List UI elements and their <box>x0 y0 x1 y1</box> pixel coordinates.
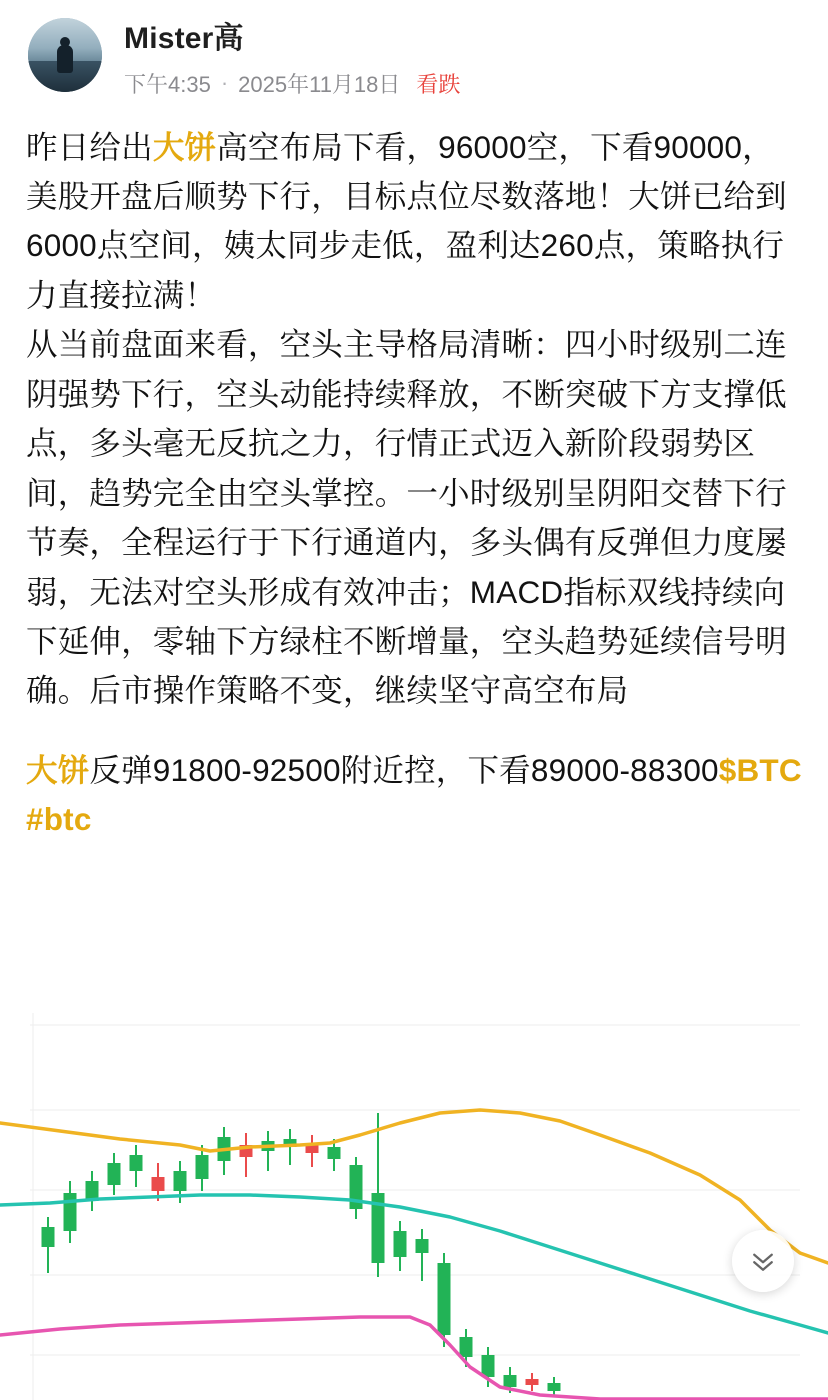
text-run-2-1: 从当前盘面来看，空头主导格局清晰：四小时级别二连阴强势下行，空头动能持续释放，不断突破下方支撑低点，多头毫无反抗之力，行情正式迈入新阶段弱势区间，趋势完全由空头掌控。一小时级别呈阴阳交替下行节奏，全程运行于下行通道内，多头偶有反弹但力度屡弱，无法对空头形成有效冲击；MACD指标双线持续向下延伸，零轴下方绿柱不断增量，空头趋势延续信号明确。后市操作策略不变，继续坚守高空布局 <box>26 326 787 709</box>
author-name[interactable]: Mister高 <box>124 22 244 55</box>
text-run-1-1: 昨日给出 <box>26 128 153 165</box>
candle-body <box>108 1163 121 1185</box>
post-content <box>0 109 828 845</box>
author-block <box>124 18 460 99</box>
paragraph-1 <box>26 123 802 321</box>
candle-body <box>42 1227 55 1247</box>
candlestick-chart <box>0 995 828 1400</box>
candle-body <box>394 1231 407 1257</box>
text-run-1-3: 高空布局下看，96000空，下看90000，美股开盘后顺势下行，目标点位尽数落地！大饼已给到6000点空间，姨太同步走低，盈利达260点，策略执行力直接拉满！ <box>26 128 787 313</box>
paragraph-spacer <box>26 716 802 746</box>
candle-body <box>130 1155 143 1171</box>
candle-body <box>174 1171 187 1191</box>
candle-body <box>152 1177 165 1191</box>
candle-body <box>482 1355 495 1377</box>
candle-body <box>460 1337 473 1357</box>
avatar[interactable] <box>28 18 102 92</box>
candle-body <box>548 1383 561 1391</box>
candle-body <box>196 1155 209 1179</box>
text-run-1-2: 大饼 <box>152 128 217 165</box>
text-run-3-1: 大饼 <box>26 751 90 788</box>
post-header <box>0 0 828 109</box>
ma-lower-pink <box>0 1317 828 1399</box>
expand-chart-button[interactable] <box>732 1230 794 1292</box>
paragraph-2 <box>26 320 802 716</box>
text-run-3-5[interactable]: #btc <box>26 801 92 838</box>
candle-body <box>328 1147 341 1159</box>
text-run-3-3[interactable]: $BTC <box>718 751 802 788</box>
status-badge[interactable]: 看跌 <box>416 71 461 97</box>
post-time: 下午4:35 <box>124 71 211 97</box>
avatar-figure-head <box>60 37 70 47</box>
candle-body <box>526 1379 539 1385</box>
chart-image[interactable] <box>0 995 828 1400</box>
ma-upper-gold <box>0 1110 828 1263</box>
post-meta <box>124 68 460 99</box>
candle-body <box>504 1375 517 1387</box>
post-date: 2025年11月18日 <box>238 71 401 97</box>
candle-body <box>438 1263 451 1335</box>
text-run-3-2: 反弹91800-92500附近控，下看89000-88300 <box>89 751 719 788</box>
candle-body <box>64 1193 77 1231</box>
paragraph-3 <box>26 746 802 845</box>
ma-mid-teal <box>0 1195 828 1333</box>
meta-separator: · <box>220 70 229 95</box>
candle-body <box>416 1239 429 1253</box>
chevron-double-down-icon <box>748 1246 778 1276</box>
avatar-figure <box>57 45 73 73</box>
